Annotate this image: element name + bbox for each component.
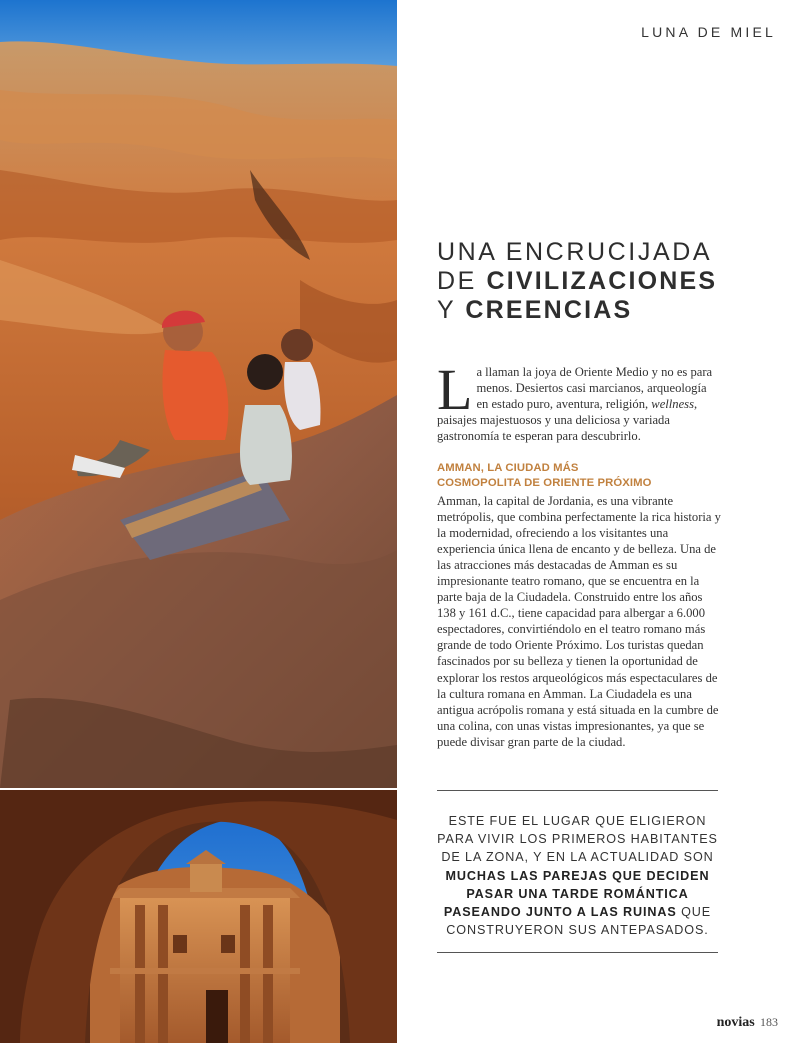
- section-subhead: [437, 461, 721, 491]
- page-footer: [717, 1014, 778, 1031]
- body-paragraph: Amman, la capital de Jordania, es una vibrante metrópolis, que combina perfectamente la rica historia y la modernidad, ofreciendo a los visitantes una experiencia única llena de encanto y de belleza. Una de las atracciones más destacadas de Amman es su impresionante teatro romano, que se encuentra en la parte baja de la Ciudadela. Construido entre los años 138 y 161 d.C., tiene capacidad para albergar a 6.000 espectadores, convirtiéndolo en el teatro romano más grande de todo Oriente Próximo. Los turistas quedan fascinados por su belleza y tienen la oportunidad de explorar los restos arqueológicos más espectaculares de la cultura romana en Amman. La Ciudadela es una antigua acrópolis romana y está situada en la cumbre de una colina, con unas vistas impresionantes, ya que se puede divisar gran parte de la ciudad.: [437, 494, 721, 749]
- subhead-line-1: AMMAN, LA CIUDAD MÁS: [437, 462, 579, 474]
- intro-text-2: , paisajes majestuosos y una deliciosa y variada gastronomía te esperan para descubrirlo.: [437, 397, 698, 443]
- headline-line-3-light: Y: [437, 296, 466, 324]
- headline-line-2-light: DE: [437, 267, 487, 295]
- photo-desert-cliffs: [0, 0, 397, 788]
- monastery-illustration: [0, 790, 397, 1043]
- headline-line-2: [437, 267, 777, 296]
- pullquote-bold: MUCHAS LAS PAREJAS QUE DECIDEN PASAR UNA TARDE ROMÁNTICA PASEANDO JUNTO A LAS RUINAS: [443, 868, 710, 920]
- pullquote: [437, 812, 718, 939]
- intro-paragraph: [437, 357, 721, 444]
- headline-line-1: UNA ENCRUCIJADA: [437, 238, 713, 266]
- article-headline: [437, 238, 777, 325]
- pullquote-rule-bottom: [437, 952, 718, 953]
- section-tag: LUNA DE MIEL: [641, 24, 776, 40]
- photo-petra-monastery: [0, 790, 397, 1043]
- page-number: 183: [760, 1015, 778, 1029]
- subhead-line-2: COSMOPOLITA DE ORIENTE PRÓXIMO: [437, 477, 652, 489]
- cliffs-illustration: [0, 0, 397, 788]
- headline-line-3-bold: CREENCIAS: [465, 296, 633, 324]
- pullquote-light-1: ESTE FUE EL LUGAR QUE ELIGIERON PARA VIVIR LOS PRIMEROS HABITANTES DE LA ZONA, Y EN LA ACTUALIDAD SON: [437, 814, 718, 865]
- headline-line-2-bold: CIVILIZACIONES: [486, 267, 718, 295]
- pullquote-rule-top: [437, 790, 718, 791]
- headline-line-3: [437, 296, 777, 325]
- drop-cap: L: [437, 357, 473, 422]
- magazine-brand: novias: [716, 1015, 755, 1030]
- pullquote-light-2: QUE CONSTRUYERON SUS ANTEPASADOS.: [446, 905, 712, 938]
- intro-italic-word: wellness: [651, 397, 694, 411]
- intro-text-1: a llaman la joya de Oriente Medio y no es para menos. Desiertos casi marcianos, arqueología en estado puro, aventura, religión,: [476, 365, 713, 411]
